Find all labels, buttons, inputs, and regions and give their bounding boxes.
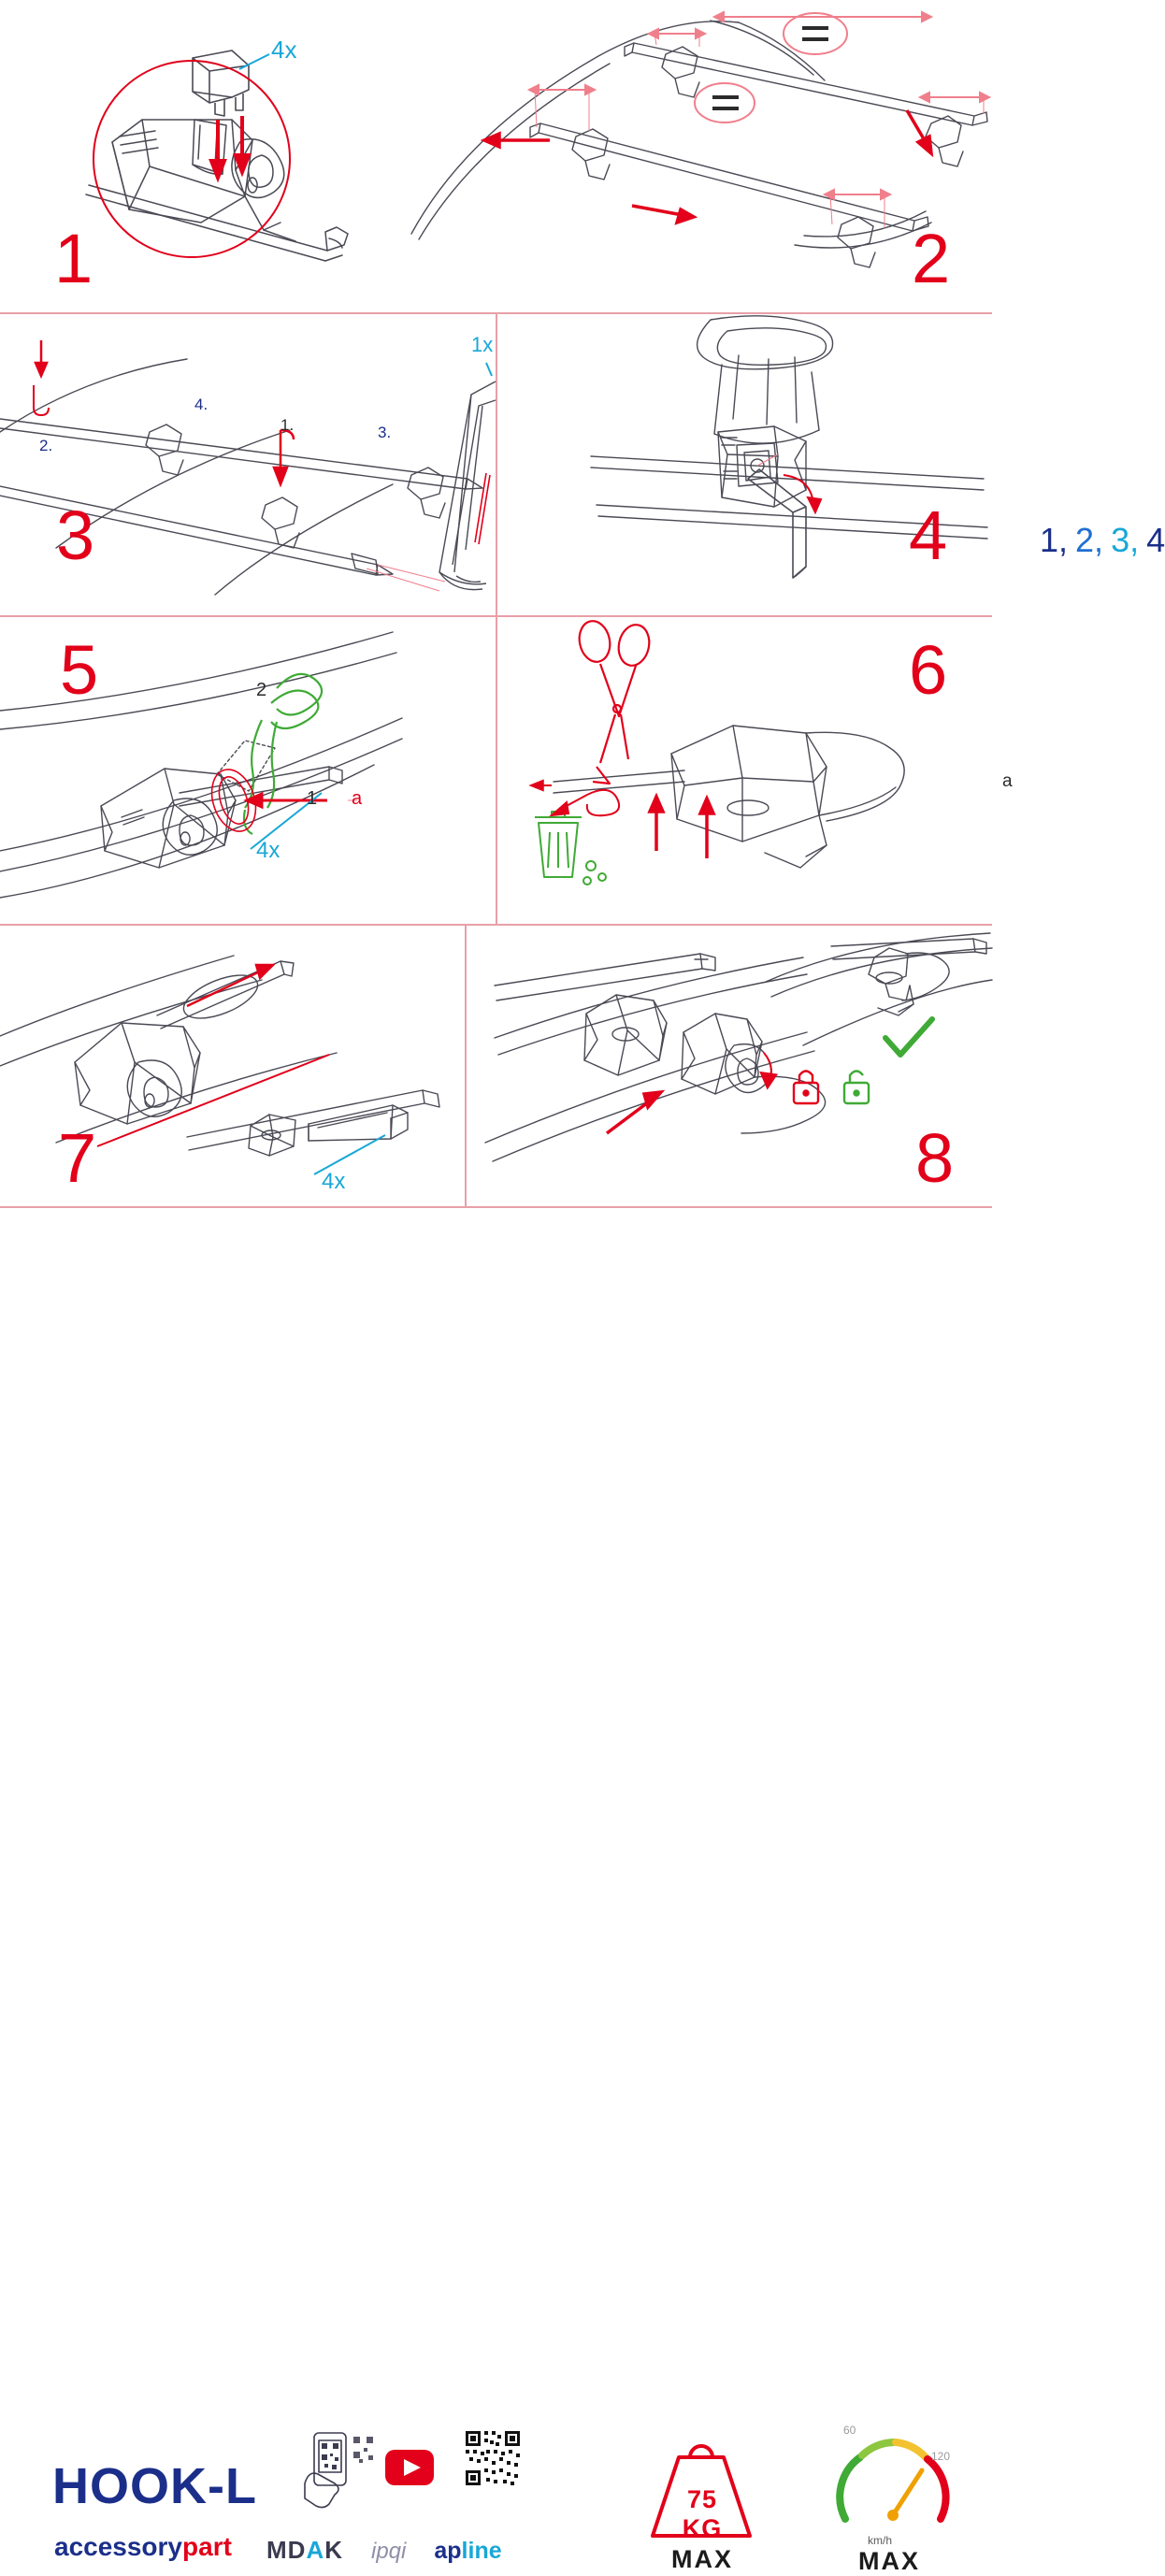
speed-unit-label: km/h — [868, 2534, 893, 2547]
step-4-seq-1: 1, — [1040, 521, 1069, 559]
tagline-part-1: accessory — [54, 2532, 183, 2561]
qr-code-icon[interactable] — [464, 2429, 522, 2487]
step-3-note-3: 3. — [378, 424, 392, 441]
step-5-note-2: 2 — [256, 680, 267, 700]
qr-scan-icon[interactable] — [301, 2429, 378, 2511]
brand-logos — [266, 2536, 502, 2565]
step-8-number: 8 — [915, 1119, 953, 1197]
step-8-illustration — [467, 926, 992, 1206]
step-6-note-a: a — [1002, 771, 1013, 791]
step-6-panel — [497, 617, 1013, 922]
step-3-note-quantity: 1x — [471, 333, 494, 356]
weight-value: 75 KG — [682, 2485, 723, 2542]
step-2-illustration — [402, 0, 992, 312]
gauge-label-max: 120 — [931, 2450, 951, 2463]
speedometer-icon — [832, 2429, 954, 2538]
step-8-panel — [467, 926, 992, 1206]
step-7-note-quantity: 4x — [322, 1169, 346, 1194]
product-tagline — [54, 2532, 232, 2562]
step-7-number: 7 — [58, 1119, 95, 1197]
speed-max-label: MAX — [858, 2547, 920, 2575]
step-2-number: 2 — [912, 220, 949, 297]
step-4-seq-4: 4 — [1146, 521, 1165, 559]
logo-mdak: MDAK — [266, 2536, 343, 2564]
step-4-seq-3: 3, — [1111, 521, 1140, 559]
step-1-note-quantity: 4x — [271, 36, 297, 64]
step-4-seq-2: 2, — [1075, 521, 1104, 559]
step-4-panel — [497, 314, 1165, 615]
step-3-note-4: 4. — [194, 396, 209, 413]
weight-max-label: MAX — [671, 2545, 733, 2573]
step-6-number: 6 — [909, 631, 946, 709]
step-5-note-quantity: 4x — [256, 838, 280, 863]
step-4-sequence — [1040, 521, 1165, 559]
logo-ipqi: ipqi — [371, 2539, 407, 2564]
step-2-panel — [402, 0, 992, 312]
step-3-number: 3 — [56, 496, 93, 574]
step-1-number: 1 — [54, 220, 92, 297]
step-5-note-a: a — [352, 788, 363, 809]
gauge-label-min: 60 — [843, 2424, 856, 2437]
step-3-note-1: 1. — [280, 416, 295, 434]
step-3-panel — [0, 314, 496, 615]
step-5-number: 5 — [60, 631, 97, 709]
step-7-panel — [0, 926, 465, 1206]
step-5-panel — [0, 617, 496, 922]
youtube-icon[interactable] — [385, 2450, 434, 2485]
step-4-number: 4 — [909, 496, 946, 574]
footer — [0, 1206, 992, 2575]
product-name: HOOK-L — [52, 2458, 257, 2514]
step-3-note-2: 2. — [39, 437, 53, 454]
logo-apline: apline — [434, 2538, 502, 2564]
tagline-part-2: part — [182, 2532, 232, 2561]
step-5-note-1: 1 — [307, 788, 318, 809]
